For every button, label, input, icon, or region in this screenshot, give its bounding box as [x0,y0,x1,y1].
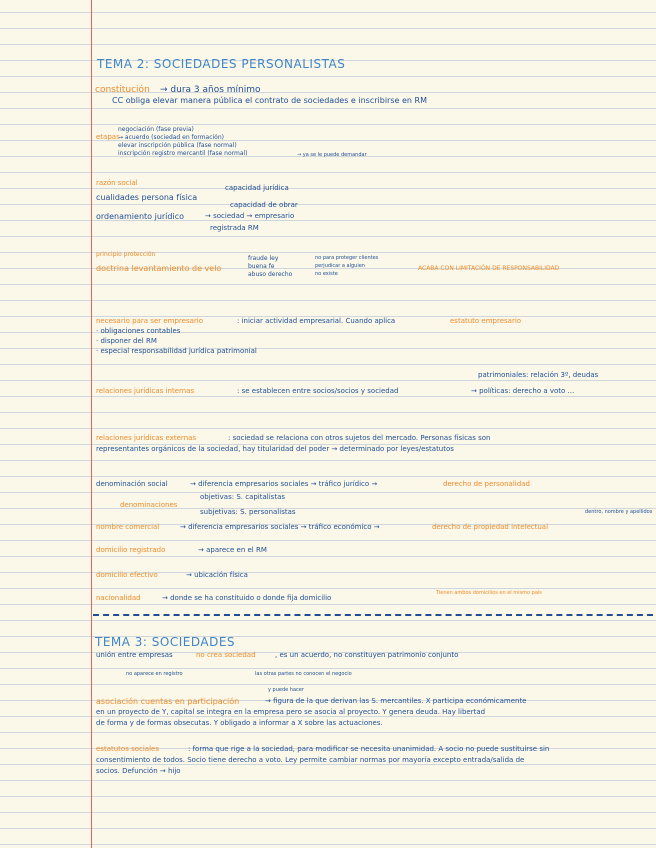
patrimoniales: patrimoniales: relación 3º, deudas [478,371,599,379]
etapa-2: → acuerdo (sociedad en formación) [118,134,224,141]
estatutos-line3: socios. Defunción → hijo [96,767,181,775]
estatutos-line2: consentimiento de todos. Socio tiene derecho a voto. Ley permite cambiar normas por mayoría excepto entrada/salida de [96,756,525,764]
fraude-ley: fraude ley [248,255,279,262]
constitucion-label: constitución [95,85,150,95]
objetivas: objetivas: S. capitalistas [200,493,286,501]
nacionalidad-text: → donde se ha constituido o donde fija domicilio [162,594,332,602]
capacidad-juridica: capacidad jurídica [225,184,289,192]
relaciones-internas-text: : se establecen entre socios/socios y sociedad [237,387,399,395]
margin-line [91,0,92,848]
empresario-label: necesario para ser empresario [96,317,203,325]
tema2-title: TEMA 2: SOCIEDADES PERSONALISTAS [97,57,346,71]
levantamiento-note-2: perjudicar a alguien [315,263,365,269]
asociacion-line3: de forma y de formas obsecutas. Y obligado a informar a X sobre las actuaciones. [96,719,383,727]
empresario-item-3: · especial responsabilidad jurídica patrimonial [96,347,257,355]
tema3-title: TEMA 3: SOCIEDADES [95,635,236,649]
domicilio-efectivo-text: → ubicación física [186,571,248,579]
asociacion-line2: en un proyecto de Y, capital se integra en la empresa pero se asocia al proyecto. Y genera deuda. Hay libertad [96,708,486,716]
etapas-label: etapas [96,133,120,141]
section-divider [93,614,653,616]
empresario-item-2: · disponer del RM [96,337,157,345]
denominaciones: denominaciones [120,501,178,509]
denominacion-social-label: denominación social [96,480,168,488]
constitucion-line1: → dura 3 años mínimo [160,85,261,95]
cualidades-persona-fisica: cualidades persona física [96,193,198,202]
relaciones-externas-line1: : sociedad se relaciona con otros sujetos del mercado. Personas físicas son [228,434,491,442]
nacionalidad-label: nacionalidad [96,594,141,602]
abuso-derecho: abuso derecho [248,271,293,278]
union-text-2: no crea sociedad [196,651,256,659]
principio-proteccion: principio protección [96,251,156,258]
estatutos-label: estatutos sociales [96,745,159,753]
ordenamiento-juridico: ordenamiento jurídico [96,212,184,221]
registrada-rm: registrada RM [210,224,259,232]
nombre-side-note: dentro, nombre y apellidos [585,509,653,515]
union-text-1: unión entre empresas [96,651,173,659]
capacidad-obrar: capacidad de obrar [230,201,298,209]
relaciones-externas-line2: representantes orgánicos de la sociedad, hay titularidad del poder → determinado por leyes/estatutos [96,445,454,453]
etapa-4: inscripción registro mercantil (fase normal) [118,150,248,157]
nombre-comercial-text: → diferencia empresarios sociales → tráfico económico → [180,523,380,531]
asociacion-label: asociación cuentas en participación [96,697,240,706]
asociacion-line1: → figura de la que derivan las S. mercantiles. X participa económicamente [265,697,527,705]
buena-fe: buena fe [248,263,275,270]
asociacion-note-1: no aparece en registro [126,671,183,677]
relaciones-internas-label: relaciones jurídicas internas [96,387,195,395]
empresario-text: : iniciar actividad empresarial. Cuando aplica [237,317,396,325]
derecho-personalidad: derecho de personalidad [443,480,530,488]
etapa-1: negociación (fase previa) [118,126,194,133]
relaciones-externas-label: relaciones jurídicas externas [96,434,197,442]
etapa-3: elevar inscripción pública (fase normal) [118,142,237,149]
estatuto-empresario: estatuto empresario [450,317,522,325]
union-text-3: , es un acuerdo, no constituyen patrimonio conjunto [275,651,459,659]
domicilio-registrado-text: → aparece en el RM [198,546,267,554]
domicilio-efectivo-label: domicilio efectivo [96,571,158,579]
domicilio-registrado-label: domicilio registrado [96,546,166,554]
nacionalidad-note: Tienen ambos domicilios en el mismo país [436,590,542,596]
politicas: → políticas: derecho a voto ... [471,387,575,395]
estatutos-line1: : forma que rige a la sociedad, para modificar se necesita unanimidad. A socio no puede sustituirse sin [188,745,550,753]
sociedad-empresario: → sociedad → empresario [205,212,295,220]
asociacion-note-2: las otras partes no conocen el negocio [255,671,352,677]
etapas-note: → ya se le puede demandar [297,152,367,158]
constitucion-line2: CC obliga elevar manera pública el contrato de sociedades e inscribirse en RM [112,96,427,105]
levantamiento-note-1: no para proteger clientes [315,255,379,261]
derecho-propiedad: derecho de propiedad intelectual [432,523,549,531]
nombre-comercial-label: nombre comercial [96,523,160,531]
levantamiento-note-3: no existe [315,271,338,277]
asociacion-note-3: y puede hacer [268,687,304,693]
razon-social-label: razón social [96,179,138,187]
empresario-item-1: · obligaciones contables [96,327,181,335]
denominacion-text: → diferencia empresarios sociales → tráfico jurídico → [190,480,378,488]
subjetivas: subjetivas: S. personalistas [200,508,296,516]
levantamiento-conclusion: ACABA CON LIMITACIÓN DE RESPONSABILIDAD [418,265,560,272]
doctrina-levantamiento: doctrina levantamiento de velo [96,264,222,273]
